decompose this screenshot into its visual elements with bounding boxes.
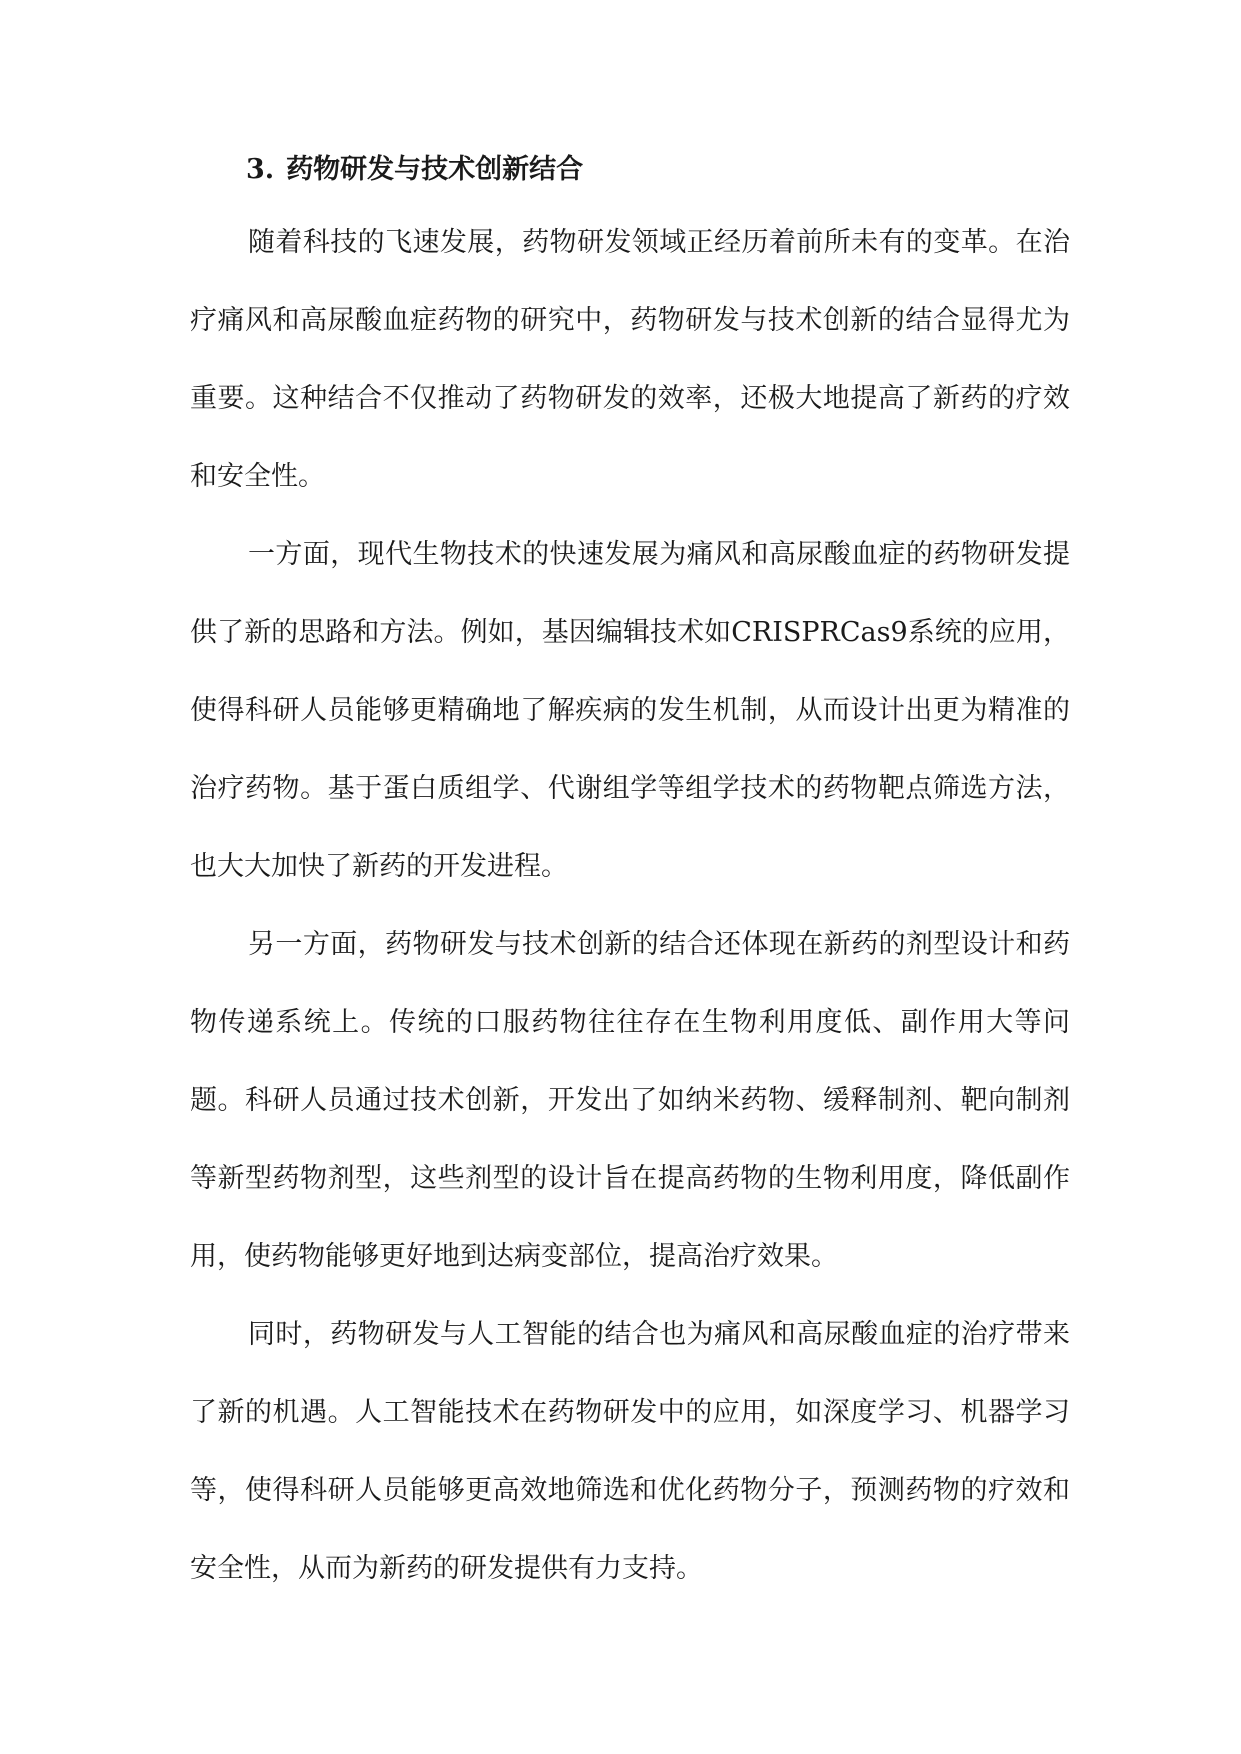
paragraph-4: 同时，药物研发与人工智能的结合也为痛风和高尿酸血症的治疗带来了新的机遇。人工智能技术在药物研发中的应用，如深度学习、机器学习等，使得科研人员能够更高效地筛选和优化药物分子，预测药物的疗效和安全性，从而为新药的研发提供有力支持。 xyxy=(190,1319,1070,1584)
paragraph-1: 随着科技的飞速发展，药物研发领域正经历着前所未有的变革。在治疗痛风和高尿酸血症药物的研究中，药物研发与技术创新的结合显得尤为重要。这种结合不仅推动了药物研发的效率，还极大地提高了新药的疗效和安全性。 xyxy=(190,227,1070,492)
section-title: 药物研发与技术创新结合 xyxy=(286,154,584,185)
section-number: 3. xyxy=(246,154,275,185)
section-heading xyxy=(246,150,583,190)
paragraph-3: 另一方面，药物研发与技术创新的结合还体现在新药的剂型设计和药物传递系统上。传统的口服药物往往存在生物利用度低、副作用大等问题。科研人员通过技术创新，开发出了如纳米药物、缓释制剂、靶向制剂等新型药物剂型，这些剂型的设计旨在提高药物的生物利用度，降低副作用，使药物能够更好地到达病变部位，提高治疗效果。 xyxy=(190,929,1070,1272)
paragraph-2: 一方面，现代生物技术的快速发展为痛风和高尿酸血症的药物研发提供了新的思路和方法。例如，基因编辑技术如CRISPRCas9系统的应用，使得科研人员能够更精确地了解疾病的发生机制，从而设计出更为精准的治疗药物。基于蛋白质组学、代谢组学等组学技术的药物靶点筛选方法，也大大加快了新药的开发进程。 xyxy=(190,539,1070,882)
